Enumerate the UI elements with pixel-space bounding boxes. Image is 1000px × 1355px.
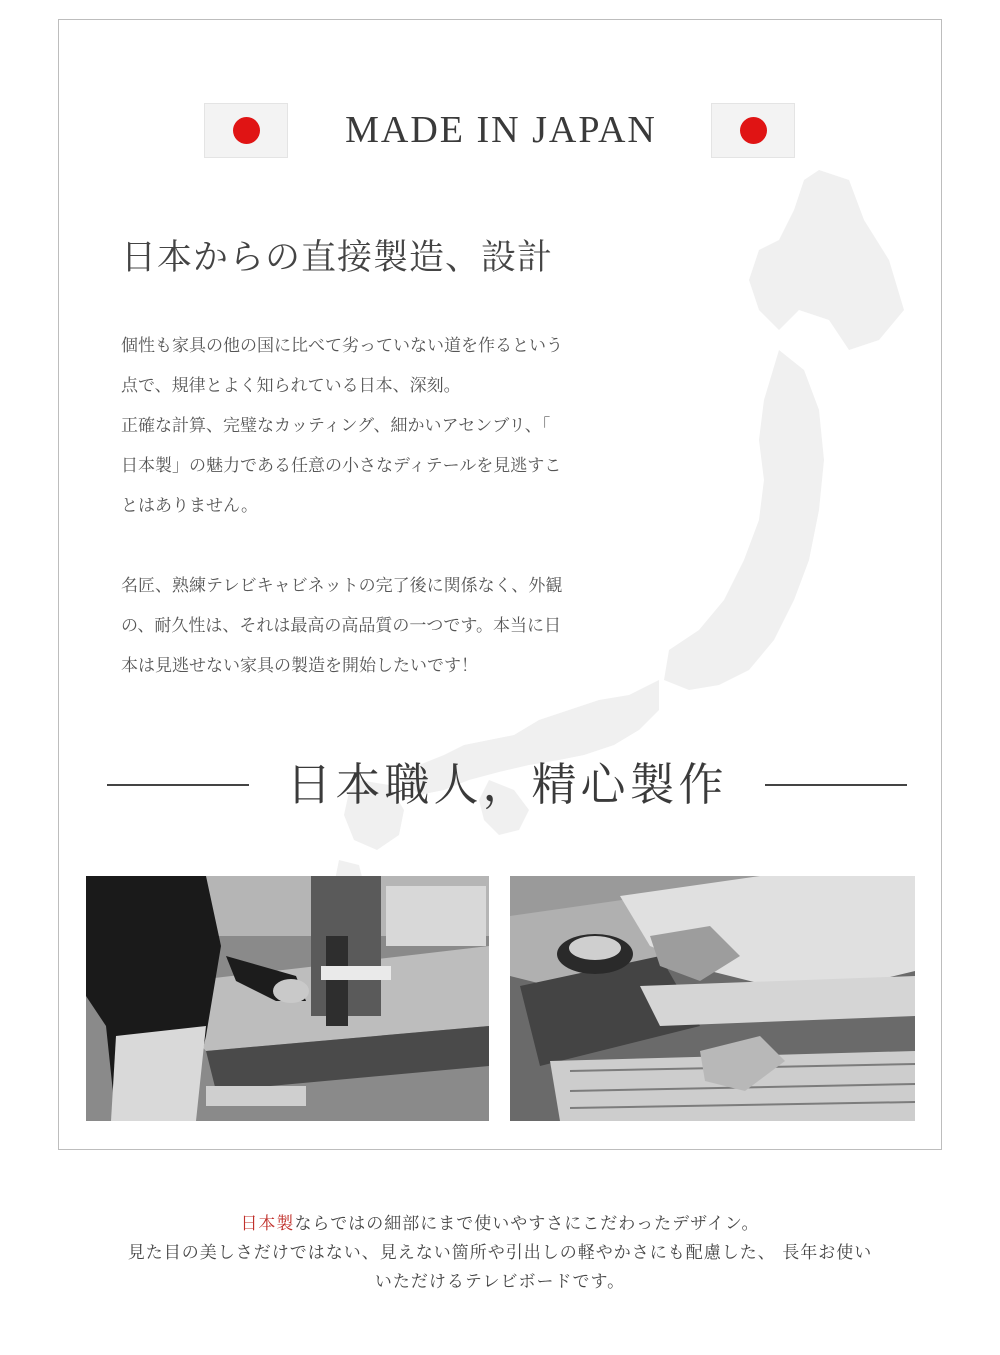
- text-line: 点で、規律とよく知られている日本、深刻。: [121, 376, 461, 396]
- craftsmanship-title: 日本職人，精心製作: [286, 758, 728, 811]
- text-line: 正確な計算、完璧なカッティング、細かいアセンブリ、「: [121, 416, 551, 436]
- page-title: MADE IN JAPAN: [345, 109, 657, 151]
- divider-line: [765, 784, 907, 786]
- text-line: 個性も家具の他の国に比べて劣っていない道を作るという: [121, 336, 563, 356]
- made-in-japan-accent: 日本製: [240, 1214, 295, 1234]
- text-line: 名匠、熟練テレビキャビネットの完了後に関係なく、外観: [121, 576, 563, 596]
- divider-line: [107, 784, 249, 786]
- text-line: 本は見逃せない家具の製造を開始したいです！: [121, 656, 478, 676]
- japan-flag-left: [204, 103, 288, 158]
- made-in-japan-card: [58, 19, 942, 1150]
- photo-craftsman-cutting: [86, 876, 489, 1121]
- footer-line-1-text: ならではの細部にまで使いやすさにこだわったデザイン。: [294, 1214, 760, 1234]
- japan-flag-right: [711, 103, 795, 158]
- footer-line-3: いただけるテレビボードです。: [374, 1272, 626, 1292]
- footer-line-1: [40, 1210, 960, 1239]
- body-text: [121, 326, 681, 686]
- footer-description: [40, 1210, 960, 1297]
- footer-line-2: 見た目の美しさだけではない、見えない箇所や引出しの軽やかさにも配慮した、 長年お使い: [127, 1243, 873, 1263]
- rising-sun-icon: [233, 117, 260, 144]
- text-line: とはありません。: [121, 496, 259, 516]
- craftsmanship-heading: [59, 755, 942, 815]
- text-line: 日本製」の魅力である任意の小さなディテールを見逃すこ: [121, 456, 562, 476]
- section-subtitle: 日本からの直接製造、設計: [121, 238, 554, 278]
- paragraph-2: [121, 566, 681, 686]
- rising-sun-icon: [740, 117, 767, 144]
- text-line: の、耐久性は、それは最高の高品質の一つです。本当に日: [121, 616, 561, 636]
- paragraph-1: [121, 326, 681, 526]
- photo-craftsman-sanding: [510, 876, 915, 1121]
